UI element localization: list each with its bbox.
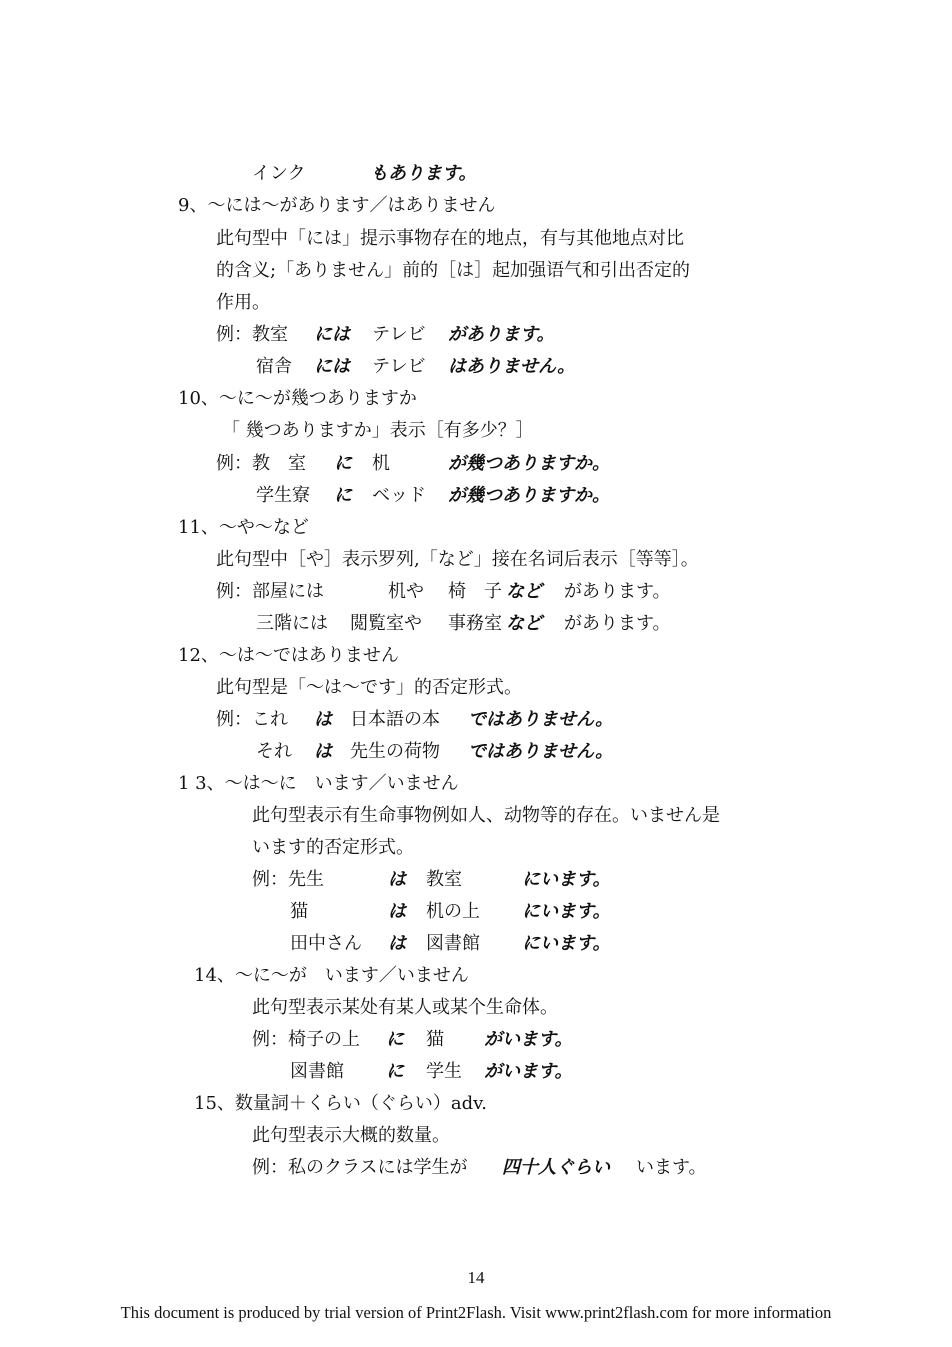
section-9-heading: 9、〜には〜があります／はありません: [178, 195, 496, 216]
section-12-heading: 12、〜は〜ではありません: [178, 645, 399, 666]
s12-desc: 此句型是「〜は〜です」的否定形式。: [216, 677, 522, 698]
s9-desc-3: 作用。: [216, 292, 270, 313]
section-14-heading: 14、〜に〜が います／いません: [194, 965, 469, 986]
section-13-heading: 1 3、〜は〜に います／いません: [178, 773, 459, 794]
s9-desc-1: 此句型中「には」提示事物存在的地点，有与其他地点对比: [216, 228, 684, 249]
trial-footer: This document is produced by trial version of Print2Flash. Visit www.print2flash.com for more information: [120, 1303, 832, 1322]
page-number: 14: [467, 1268, 485, 1287]
s10-desc: 「 幾つありますか」表示［有多少？］: [222, 420, 534, 441]
section-10-heading: 10、〜に〜が幾つありますか: [178, 388, 417, 409]
s15-desc: 此句型表示大概的数量。: [252, 1125, 450, 1146]
s13-desc-2: います的否定形式。: [252, 837, 414, 858]
s13-desc-1: 此句型表示有生命事物例如人、动物等的存在。いません是: [252, 805, 720, 826]
section-15-heading: 15、数量詞＋くらい（ぐらい）adv.: [194, 1093, 487, 1114]
s11-desc: 此句型中［や］表示罗列,「など」接在名词后表示［等等］。: [216, 549, 699, 570]
s14-desc: 此句型表示某处有某人或某个生命体。: [252, 997, 558, 1018]
s9-desc-2: 的含义;「ありません」前的［は］起加强语气和引出否定的: [216, 260, 691, 281]
section-11-heading: 11、〜や〜など: [178, 517, 309, 538]
